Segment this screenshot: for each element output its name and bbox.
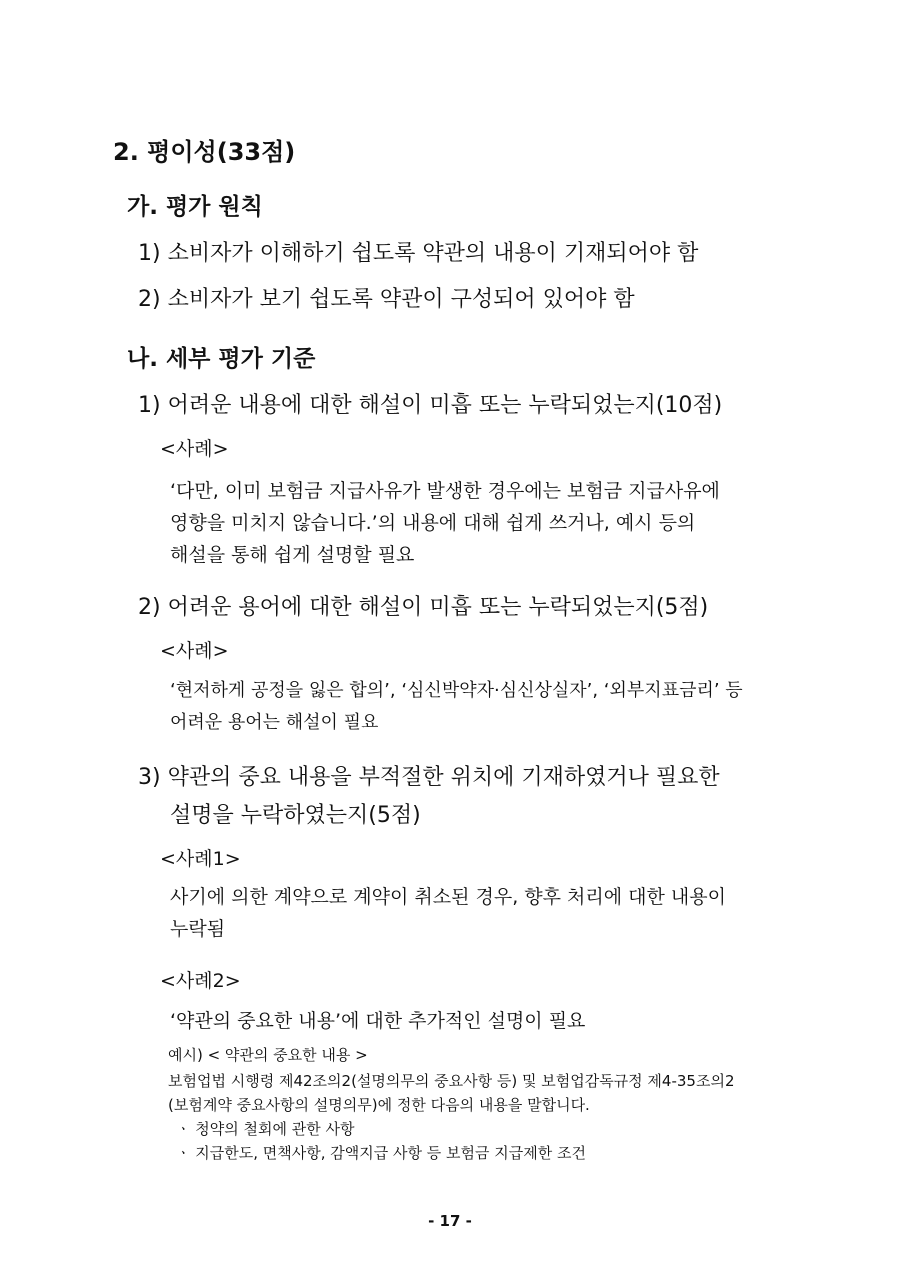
criterion-3-case2-line: ‘약관의 중요한 내용’에 대한 추가적인 설명이 필요: [170, 1010, 586, 1032]
example-bullet-2: ㆍ 지급한도, 면책사항, 감액지급 사항 등 보험금 지급제한 조건: [176, 1144, 586, 1162]
criterion-2-case-label: <사례>: [160, 640, 229, 662]
criterion-3-title-line-1: 3) 약관의 중요 내용을 부적절한 위치에 기재하였거나 필요한: [138, 765, 720, 790]
criterion-2-case-line-2: 어려운 용어는 해설이 필요: [170, 712, 379, 733]
criterion-3-case2-label: <사례2>: [160, 970, 241, 992]
criterion-3-case1-line-2: 누락됨: [170, 918, 226, 940]
criterion-3-title-line-2: 설명을 누락하였는지(5점): [170, 803, 421, 828]
criterion-1-case-label: <사례>: [160, 438, 229, 460]
principle-item-1: 1) 소비자가 이해하기 쉽도록 약관의 내용이 기재되어야 함: [138, 241, 699, 266]
principles-heading: 가. 평가 원칙: [127, 194, 263, 220]
criterion-1-title: 1) 어려운 내용에 대한 해설이 미흡 또는 누락되었는지(10점): [138, 393, 723, 418]
criterion-1-case-line-1: ‘다만, 이미 보험금 지급사유가 발생한 경우에는 보험금 지급사유에: [170, 480, 720, 502]
page-number: - 17 -: [428, 1212, 472, 1230]
criteria-heading: 나. 세부 평가 기준: [127, 346, 316, 372]
example-bullet-1: ㆍ 청약의 철회에 관한 사항: [176, 1120, 355, 1138]
criterion-3-case1-line-1: 사기에 의한 계약으로 계약이 취소된 경우, 향후 처리에 대한 내용이: [170, 886, 726, 908]
criterion-3-case1-label: <사례1>: [160, 848, 241, 870]
example-line-2: (보험계약 중요사항의 설명의무)에 정한 다음의 내용을 말합니다.: [168, 1096, 590, 1114]
example-label: 예시) < 약관의 중요한 내용 >: [168, 1046, 368, 1064]
criterion-2-case-line-1: ‘현저하게 공정을 잃은 합의’, ‘심신박약자·심신상실자’, ‘외부지표금리’ 등: [170, 680, 743, 701]
criterion-1-case-line-2: 영향을 미치지 않습니다.’의 내용에 대해 쉽게 쓰거나, 예시 등의: [170, 512, 696, 534]
example-line-1: 보험업법 시행령 제42조의2(설명의무의 중요사항 등) 및 보험업감독규정 제4-35조의2: [168, 1072, 735, 1090]
criterion-1-case-line-3: 해설을 통해 쉽게 설명할 필요: [170, 544, 415, 566]
criterion-2-title: 2) 어려운 용어에 대한 해설이 미흡 또는 누락되었는지(5점): [138, 595, 709, 620]
section-title: 2. 평이성(33점): [113, 138, 296, 166]
principle-item-2: 2) 소비자가 보기 쉽도록 약관이 구성되어 있어야 함: [138, 287, 635, 312]
